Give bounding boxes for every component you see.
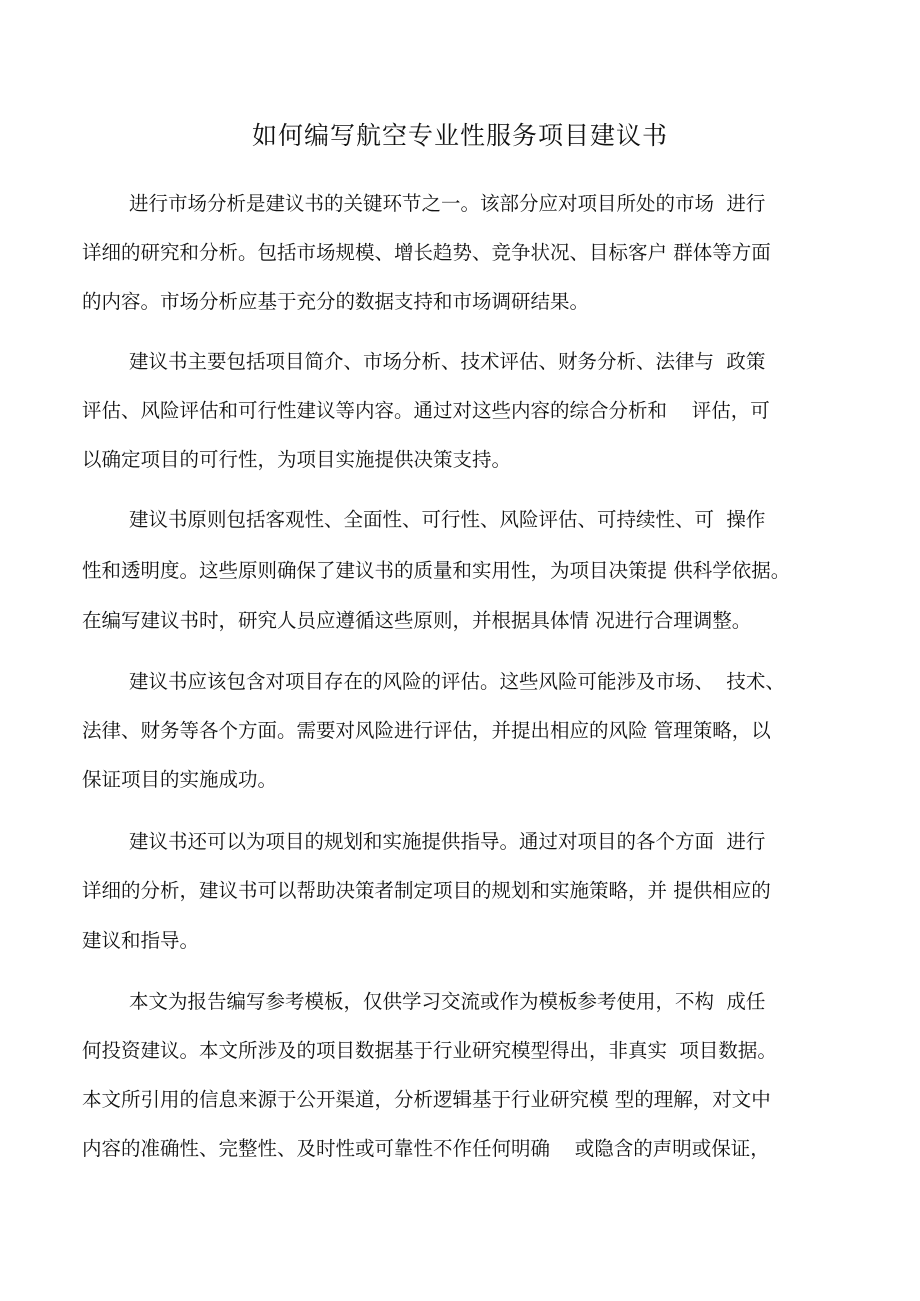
paragraph-line: 建议书应该包含对项目存在的风险的评估。这些风险可能涉及市场、 技术、: [129, 670, 785, 693]
paragraph-line: 详细的研究和分析。包括市场规模、增长趋势、竞争状况、目标客户 群体等方面: [82, 241, 771, 264]
paragraph-line: 本文所引用的信息来源于公开渠道，分析逻辑基于行业研究模 型的理解，对文中: [82, 1088, 771, 1111]
paragraph-line: 内容的准确性、完整性、及时性或可靠性不作任何明确 或隐含的声明或保证，: [82, 1137, 770, 1160]
paragraph-line: 以确定项目的可行性，为项目实施提供决策支持。: [82, 448, 512, 471]
document-title: 如何编写航空专业性服务项目建议书: [251, 121, 668, 150]
paragraph-line: 保证项目的实施成功。: [82, 768, 278, 791]
paragraph-line: 评估、风险评估和可行性建议等内容。通过对这些内容的综合分析和 评估，可: [82, 399, 770, 422]
paragraph-line: 性和透明度。这些原则确保了建议书的质量和实用性，为项目决策提 供科学依据。: [82, 559, 791, 582]
paragraph-line: 建议书主要包括项目简介、市场分析、技术评估、财务分析、法律与 政策: [129, 350, 766, 373]
paragraph-line: 建议书原则包括客观性、全面性、可行性、风险评估、可持续性、可 操作: [129, 508, 766, 531]
paragraph-line: 进行市场分析是建议书的关键环节之一。该部分应对项目所处的市场 进行: [129, 192, 766, 215]
paragraph-line: 的内容。市场分析应基于充分的数据支持和市场调研结果。: [82, 290, 590, 313]
paragraph-line: 建议书还可以为项目的规划和实施提供指导。通过对项目的各个方面 进行: [129, 830, 766, 853]
paragraph-line: 在编写建议书时，研究人员应遵循这些原则，并根据具体情 况进行合理调整。: [82, 609, 752, 632]
paragraph-line: 建议和指导。: [82, 929, 200, 952]
paragraph-line: 法律、财务等各个方面。需要对风险进行评估，并提出相应的风险 管理策略，以: [82, 719, 771, 742]
paragraph-line: 本文为报告编写参考模板，仅供学习交流或作为模板参考使用，不构 成任: [129, 990, 766, 1013]
paragraph-line: 详细的分析，建议书可以帮助决策者制定项目的规划和实施策略，并 提供相应的: [82, 879, 771, 902]
paragraph-line: 何投资建议。本文所涉及的项目数据基于行业研究模型得出，非真实 项目数据。: [82, 1039, 777, 1062]
